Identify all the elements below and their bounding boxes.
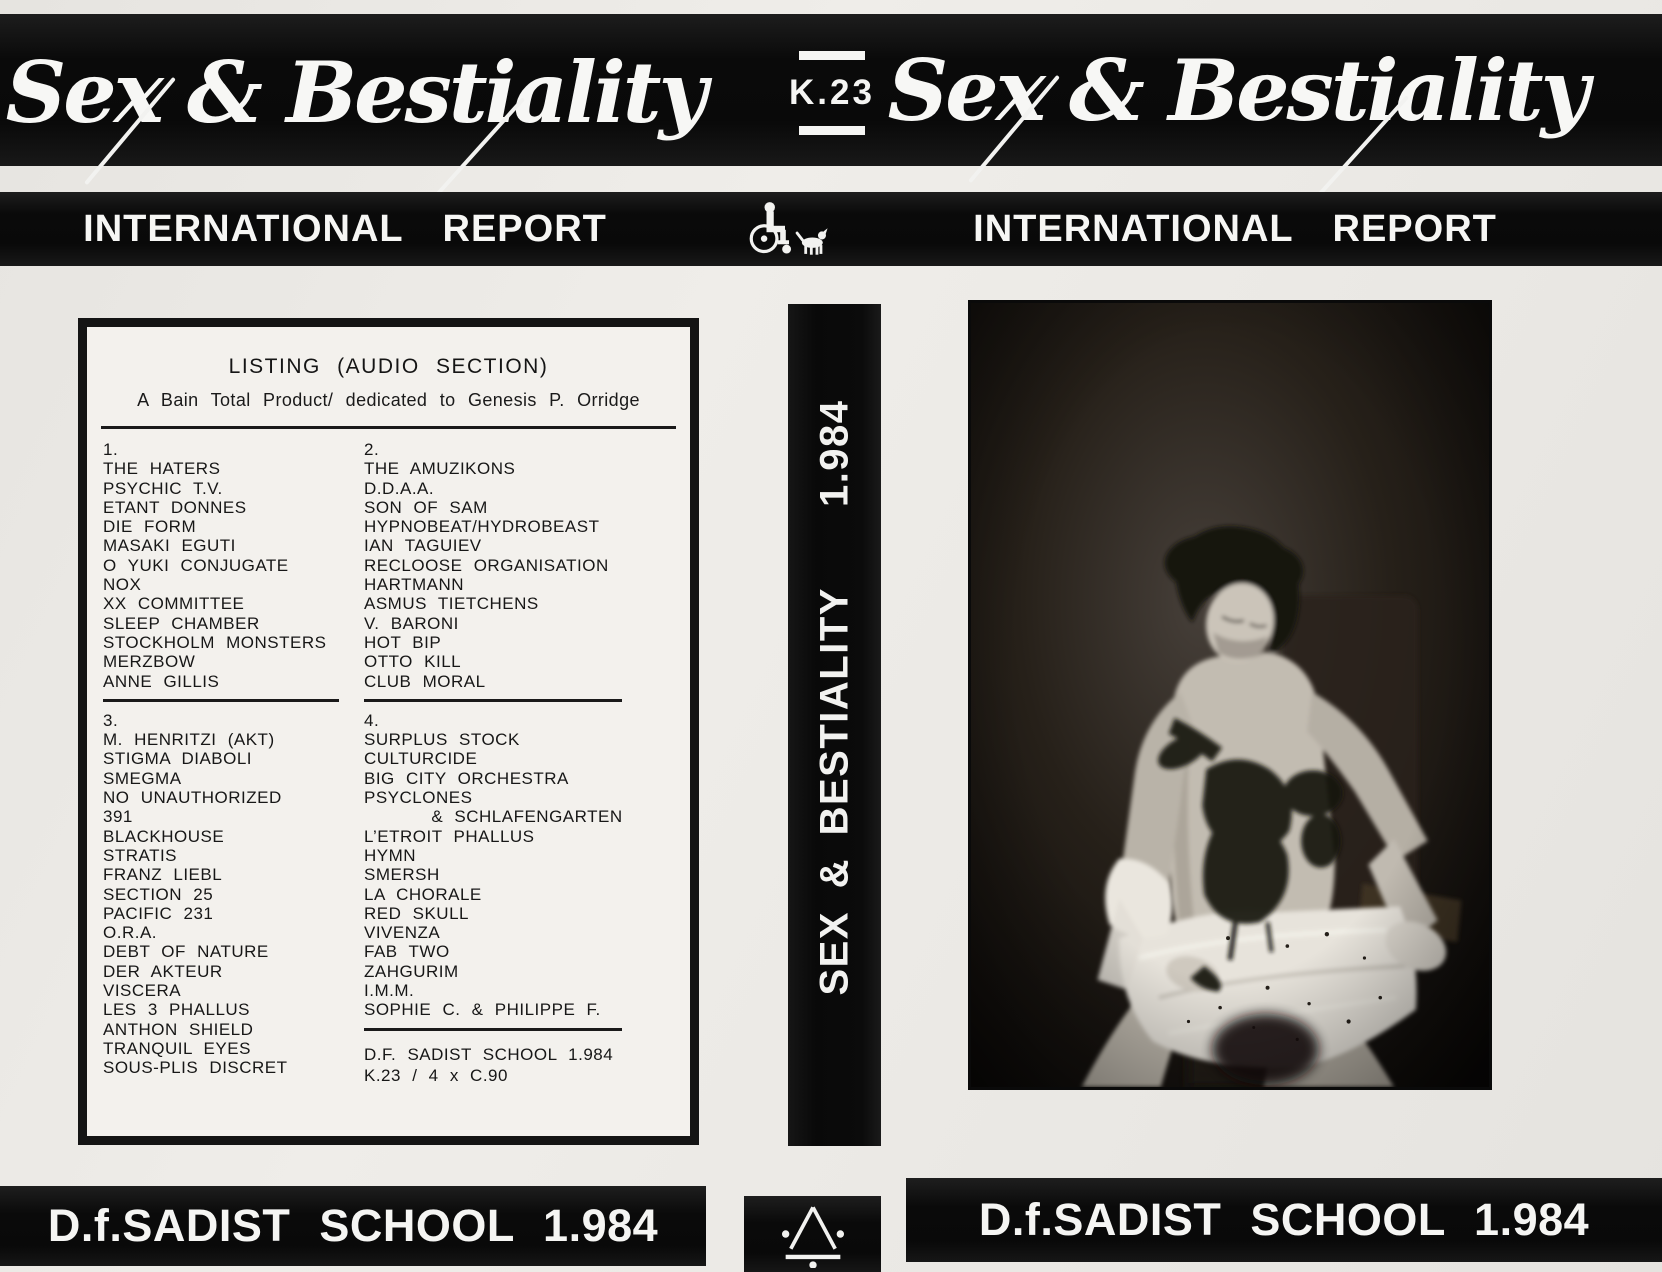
section-number: 2. xyxy=(364,440,380,459)
artist-entry: SON OF SAM xyxy=(364,497,488,517)
artist-entry: BIG CITY ORCHESTRA xyxy=(364,768,569,788)
spine-footer-band xyxy=(744,1196,881,1272)
artist-entry: V. BARONI xyxy=(364,613,459,633)
artist-entry: CULTURCIDE xyxy=(364,749,478,769)
artist-entry: HOT BIP xyxy=(364,632,442,652)
artist-entry: SLEEP CHAMBER xyxy=(103,613,260,633)
artist-entry: I.M.M. xyxy=(364,981,415,1001)
artist-entry: SMEGMA xyxy=(103,768,182,788)
artist-entry: NOX xyxy=(103,575,142,595)
back-footer-band xyxy=(0,1186,706,1266)
section-number: 1. xyxy=(103,440,119,459)
artist-entry: FAB TWO xyxy=(364,942,450,962)
artist-entry: PACIFIC 231 xyxy=(103,903,214,923)
artist-entry: 391 xyxy=(103,807,133,827)
artist-entry: IAN TAGUIEV xyxy=(364,536,482,556)
artist-entry: THE AMUZIKONS xyxy=(364,459,516,479)
artist-entry: STRATIS xyxy=(103,845,178,865)
artist-entry: BLACKHOUSE xyxy=(103,826,225,846)
listing-heading: LISTING (AUDIO SECTION) xyxy=(228,355,549,378)
front-cover-subtitle: INTERNATIONAL REPORT xyxy=(973,207,1497,250)
artist-entry: ANNE GILLIS xyxy=(103,671,220,691)
artist-entry: DER AKTEUR xyxy=(103,961,223,981)
artist-entry: DEBT OF NATURE xyxy=(103,942,269,962)
artist-entry: O.R.A. xyxy=(103,923,158,943)
artist-entry: ETANT DONNES xyxy=(103,497,247,517)
horizontal-rule xyxy=(101,426,676,429)
section-number: 4. xyxy=(364,710,380,730)
artist-entry: SURPLUS STOCK xyxy=(364,730,520,750)
release-info xyxy=(364,1044,670,1086)
wheelchair-and-dog-icon xyxy=(740,199,830,259)
artist-entry: ZAHGURIM xyxy=(364,961,459,981)
listing-column-left xyxy=(103,440,353,1078)
artist-entry: VIVENZA xyxy=(364,923,441,943)
artist-entry: HYMN xyxy=(364,845,417,865)
artist-entry: RECLOOSE ORGANISATION xyxy=(364,555,609,575)
artist-list-4 xyxy=(364,730,670,1019)
artist-entry: SMERSH xyxy=(364,865,440,885)
artist-entry: LA CHORALE xyxy=(364,884,482,904)
front-cover-title: Sex & Bestiality xyxy=(887,40,1587,140)
triangle-with-dots-icon xyxy=(770,1200,856,1268)
front-footer-band xyxy=(906,1178,1662,1262)
spine-year: 1.984 xyxy=(812,399,856,508)
artist-entry: THE HATERS xyxy=(103,459,221,479)
spine-catalog-block xyxy=(780,30,884,156)
artist-list-2 xyxy=(364,459,670,691)
release-line: D.F. SADIST SCHOOL 1.984 xyxy=(364,1044,614,1064)
horizontal-rule xyxy=(103,699,339,702)
artist-entry: OTTO KILL xyxy=(364,652,462,672)
horizontal-rule xyxy=(364,699,622,702)
artist-list-3 xyxy=(103,730,353,1077)
artist-entry: ANTHON SHIELD xyxy=(103,1019,254,1039)
artist-entry: PSYCHIC T.V. xyxy=(103,478,223,498)
front-footer: D.f.SADIST SCHOOL 1.984 xyxy=(978,1194,1590,1245)
artist-entry: STIGMA DIABOLI xyxy=(103,749,253,769)
back-footer: D.f.SADIST SCHOOL 1.984 xyxy=(47,1200,659,1251)
spine-title: SEX & BESTIALITY xyxy=(812,587,856,996)
artist-entry: PSYCLONES xyxy=(364,788,473,808)
artist-entry: SECTION 25 xyxy=(103,884,214,904)
rule-bar xyxy=(799,126,865,135)
artist-entry: LES 3 PHALLUS xyxy=(103,1000,251,1020)
listing-column-right xyxy=(364,440,670,1086)
spine-bar xyxy=(788,304,881,1146)
artist-entry: ASMUS TIETCHENS xyxy=(364,594,539,614)
cover-photograph xyxy=(968,300,1492,1090)
back-cover-subtitle: INTERNATIONAL REPORT xyxy=(83,207,607,250)
artist-entry: RED SKULL xyxy=(364,903,469,923)
back-cover-title: Sex & Bestiality xyxy=(5,42,705,142)
horizontal-rule xyxy=(364,1028,622,1031)
listing-dedication: A Bain Total Product/ dedicated to Genesis P. Orridge xyxy=(137,390,640,410)
artist-entry: VISCERA xyxy=(103,981,182,1001)
artist-entry: O YUKI CONJUGATE xyxy=(103,555,289,575)
artist-entry: FRANZ LIEBL xyxy=(103,865,223,885)
catalog-number: K.23 xyxy=(789,73,875,112)
artist-entry: SOPHIE C. & PHILIPPE F. xyxy=(364,1000,601,1020)
artist-entry: TRANQUIL EYES xyxy=(103,1038,251,1058)
rule-bar xyxy=(799,51,865,60)
artist-entry: & SCHLAFENGARTEN xyxy=(364,807,623,827)
listing-box xyxy=(78,318,699,1145)
artist-list-1 xyxy=(103,459,353,691)
spine-label xyxy=(812,399,857,1050)
artist-entry: MERZBOW xyxy=(103,652,196,672)
artist-entry: HYPNOBEAT/HYDROBEAST xyxy=(364,517,600,537)
release-line: K.23 / 4 x C.90 xyxy=(364,1065,508,1085)
artist-entry: L’ETROIT PHALLUS xyxy=(364,826,535,846)
artist-entry: DIE FORM xyxy=(103,517,197,537)
artist-entry: NO UNAUTHORIZED xyxy=(103,788,282,808)
artist-entry: STOCKHOLM MONSTERS xyxy=(103,632,327,652)
artist-entry: MASAKI EGUTI xyxy=(103,536,236,556)
artist-entry: XX COMMITTEE xyxy=(103,594,245,614)
section-number: 3. xyxy=(103,710,119,730)
artist-entry: D.D.A.A. xyxy=(364,478,435,498)
artist-entry: SOUS-PLIS DISCRET xyxy=(103,1058,288,1078)
artist-entry: CLUB MORAL xyxy=(364,671,486,691)
artist-entry: HARTMANN xyxy=(364,575,465,595)
artist-entry: M. HENRITZI (AKT) xyxy=(103,730,275,750)
